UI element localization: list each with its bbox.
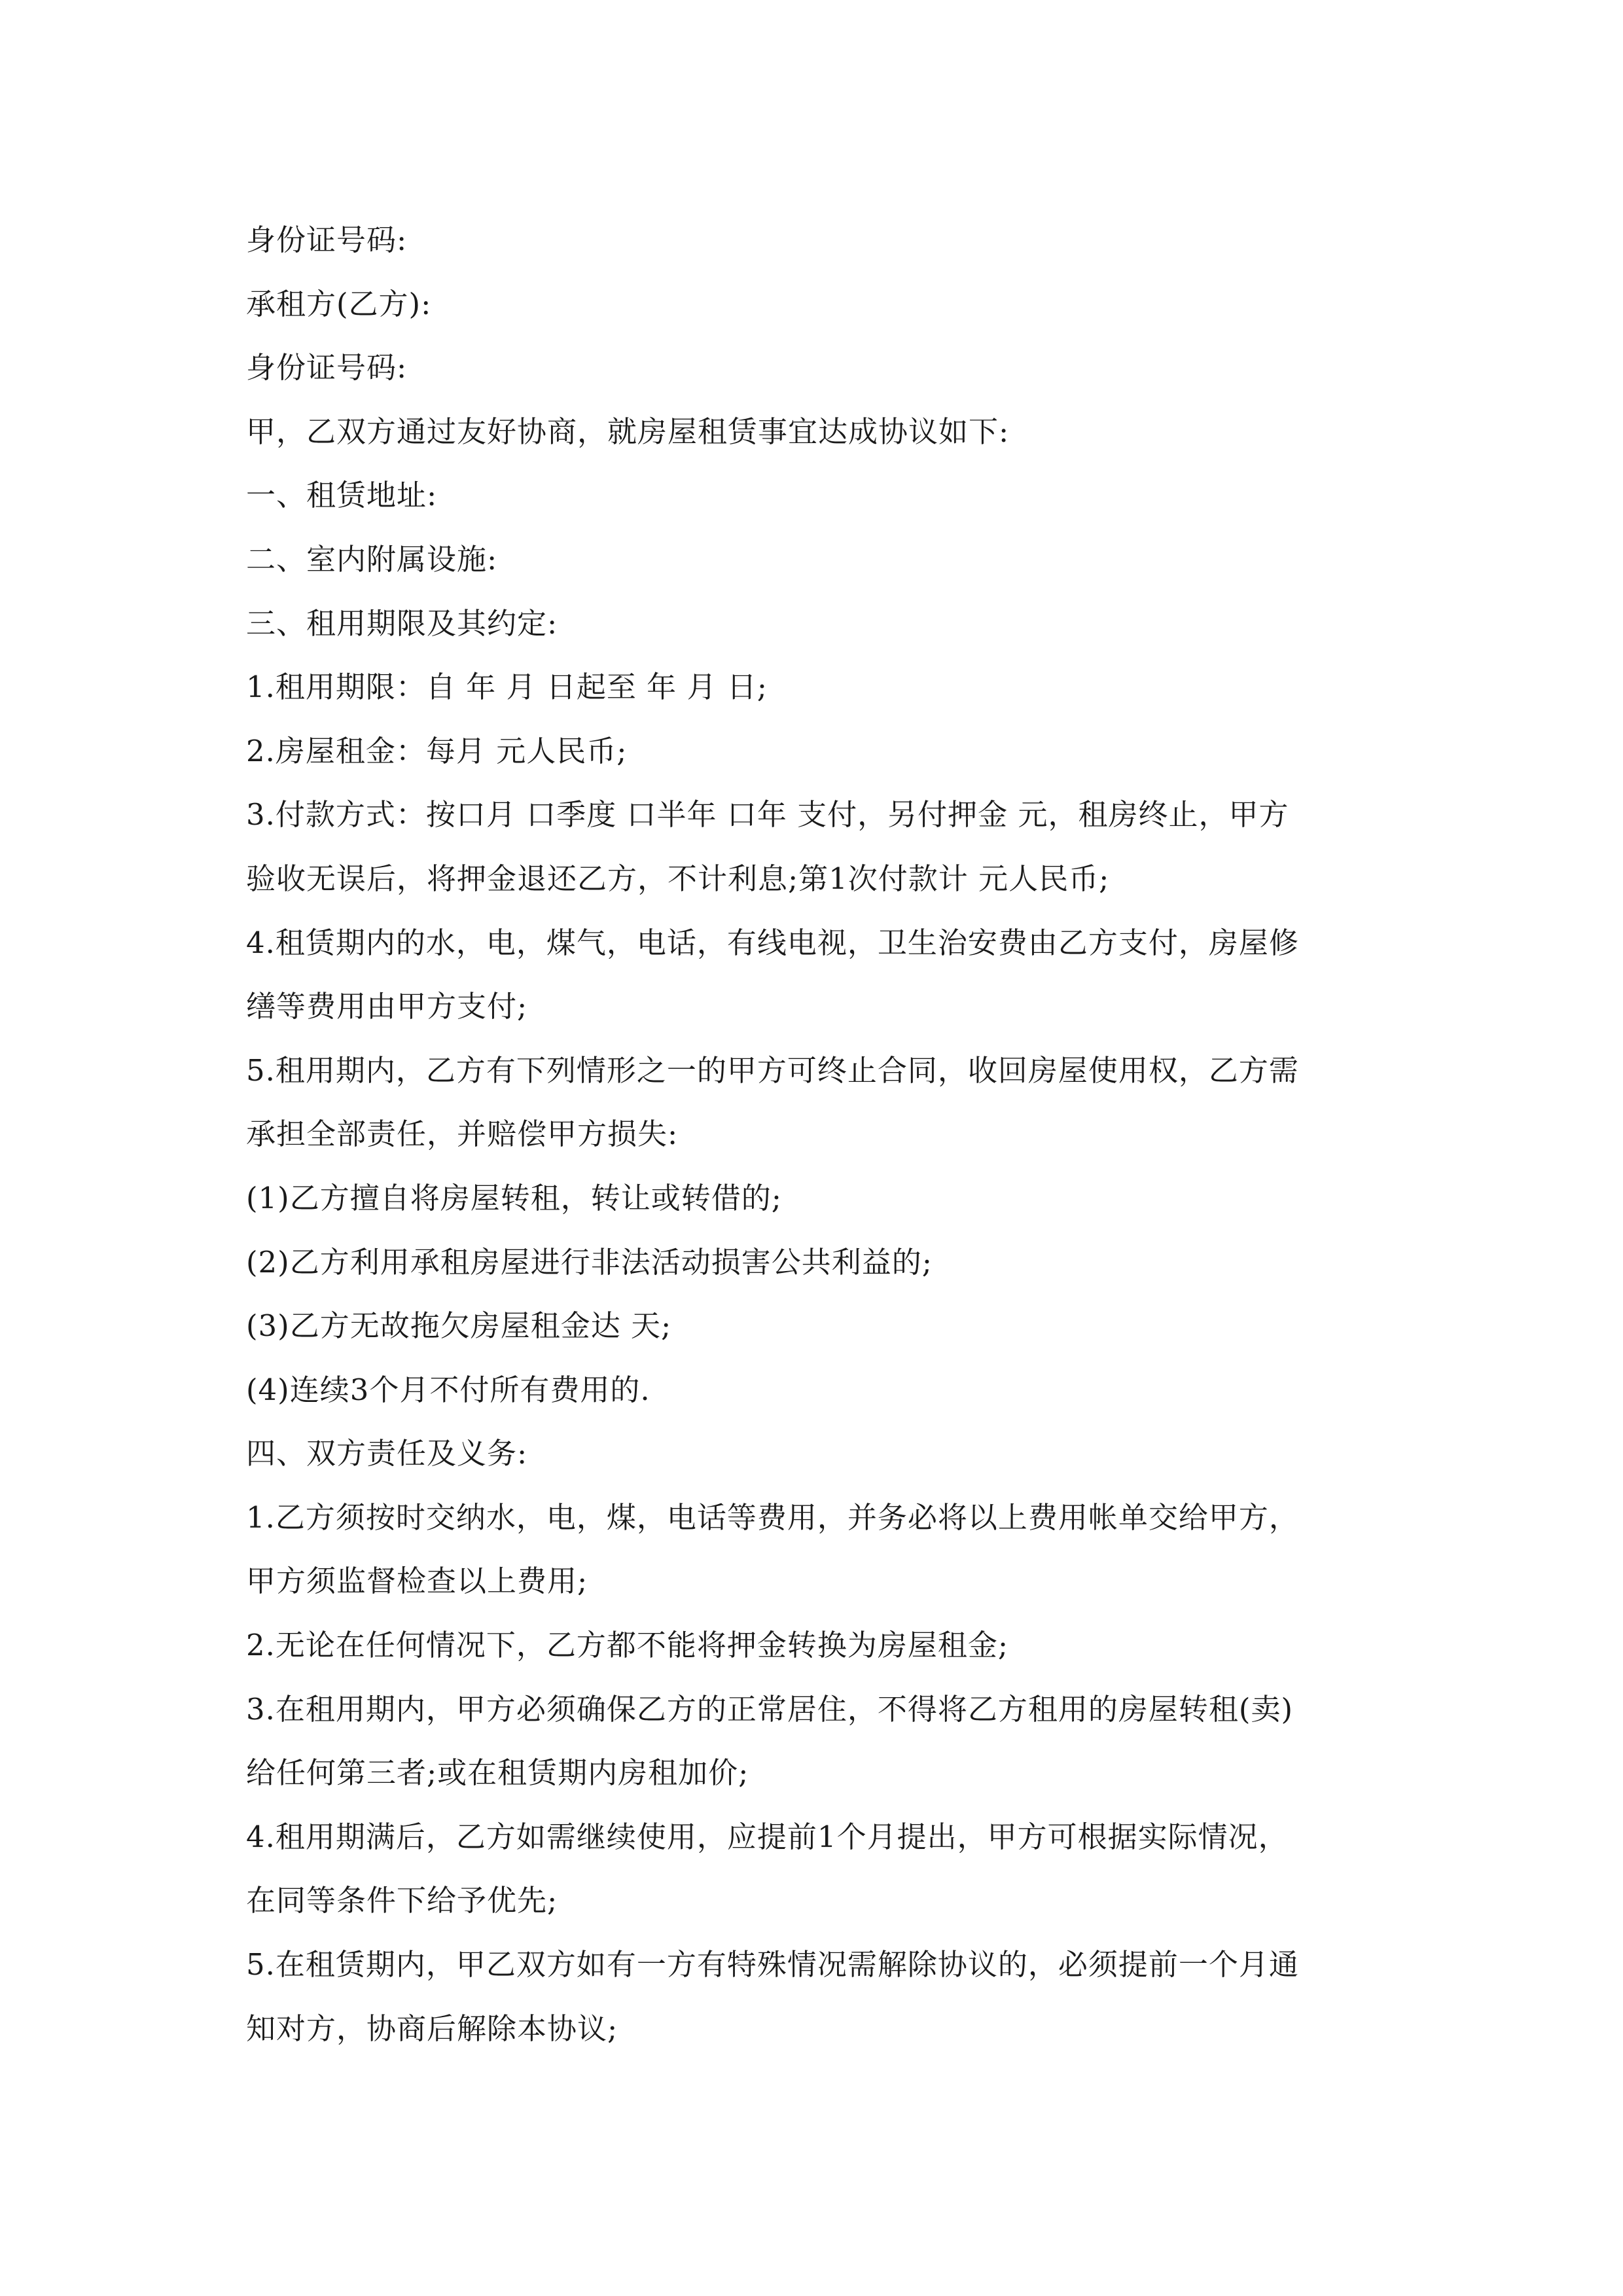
text-line: 给任何第三者;或在租赁期内房租加价; [246,1755,749,1791]
text-line: (2)乙方利用承租房屋进行非法活动损害公共利益的; [246,1244,933,1280]
text-line: 验收无误后，将押金退还乙方，不计利息;第1次付款计 元人民币; [246,861,1110,896]
section-heading: 一、租赁地址: [246,478,438,513]
text-line: 5.在租赁期内，甲乙双方如有一方有特殊情况需解除协议的，必须提前一个月通 [246,1947,1299,1982]
text-line: 5.租用期内，乙方有下列情形之一的甲方可终止合同，收回房屋使用权，乙方需 [246,1052,1299,1088]
text-line: 缮等费用由甲方支付; [246,989,528,1024]
text-line: 承租方(乙方): [246,286,432,321]
text-line: 甲方须监督检查以上费用; [246,1564,588,1599]
text-line: (3)乙方无故拖欠房屋租金达 天; [246,1308,672,1344]
text-line: 承担全部责任，并赔偿甲方损失: [246,1117,679,1152]
text-line: 1.租用期限：自 年 月 日起至 年 月 日; [246,670,768,705]
text-line: (4)连续3个月不付所有费用的. [246,1372,651,1407]
text-line: 3.在租用期内，甲方必须确保乙方的正常居住，不得将乙方租用的房屋转租(卖) [246,1691,1294,1727]
text-line: 甲，乙双方通过友好协商，就房屋租赁事宜达成协议如下: [246,414,1010,449]
text-line: 1.乙方须按时交纳水，电，煤，电话等费用，并务必将以上费用帐单交给甲方， [246,1499,1299,1535]
text-line: 在同等条件下给予优先; [246,1883,558,1918]
text-line: (1)乙方擅自将房屋转租，转让或转借的; [246,1180,782,1215]
text-line: 4.租用期满后，乙方如需继续使用，应提前1个月提出，甲方可根据实际情况， [246,1819,1289,1854]
section-heading: 四、双方责任及义务: [246,1436,528,1471]
text-line: 4.租赁期内的水，电，煤气，电话，有线电视，卫生治安费由乙方支付，房屋修 [246,925,1299,960]
text-line: 知对方，协商后解除本协议; [246,2011,618,2046]
text-line: 身份证号码: [246,350,408,386]
section-heading: 三、租用期限及其约定: [246,605,558,641]
section-heading: 二、室内附属设施: [246,541,498,577]
text-line: 2.房屋租金：每月 元人民币; [246,733,628,768]
contract-body [246,208,1398,2060]
text-line: 2.无论在任何情况下，乙方都不能将押金转换为房屋租金; [246,1628,1009,1663]
text-line: 3.付款方式：按口月 口季度 口半年 口年 支付，另付押金 元，租房终止，甲方 [246,797,1289,833]
text-line: 身份证号码: [246,223,408,257]
